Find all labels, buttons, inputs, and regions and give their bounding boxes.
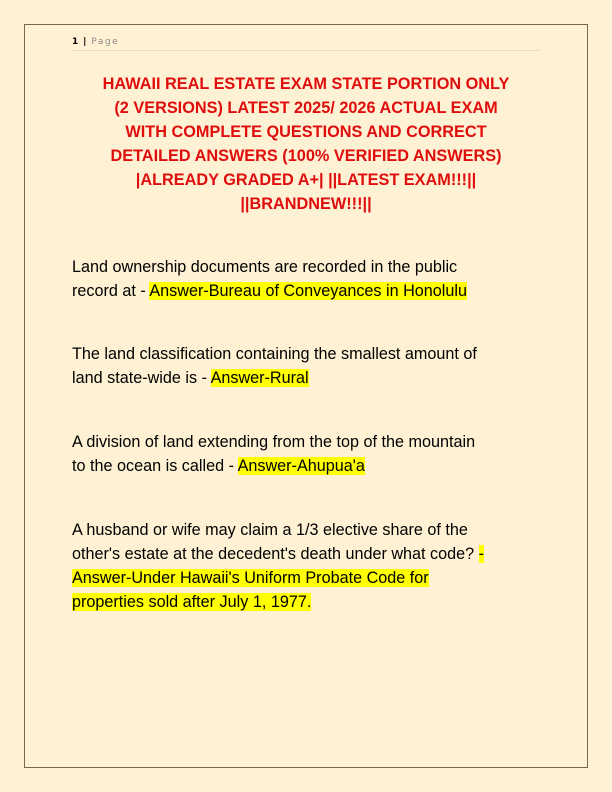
question-text: land state-wide is - [72, 369, 211, 387]
title-line: (2 VERSIONS) LATEST 2025/ 2026 ACTUAL EXAM [114, 99, 498, 117]
answer-highlight: Answer-Ahupua'a [237, 457, 365, 475]
question-text: Land ownership documents are recorded in the public [72, 258, 458, 276]
answer-highlight: Answer-Rural [210, 369, 309, 387]
question-block [72, 255, 552, 303]
answer-highlight: Answer-Under Hawaii's Uniform Probate Code for [72, 569, 429, 587]
title-line: HAWAII REAL ESTATE EXAM STATE PORTION ONLY [102, 75, 510, 93]
question-block [72, 430, 552, 478]
answer-highlight: properties sold after July 1, 1977. [72, 593, 312, 611]
question-text: record at - [72, 282, 150, 300]
title-line: ||BRANDNEW!!!|| [240, 195, 372, 213]
header-separator: | [83, 37, 87, 47]
answer-highlight: Answer-Bureau of Conveyances in Honolulu [149, 282, 468, 300]
answer-dash: - [478, 545, 485, 563]
question-block [72, 342, 552, 390]
page-number: 1 [72, 37, 79, 47]
question-text: to the ocean is called - [72, 457, 238, 475]
question-text: A division of land extending from the top of the mountain [72, 433, 476, 451]
title-line: WITH COMPLETE QUESTIONS AND CORRECT [125, 123, 487, 141]
question-block [72, 518, 552, 614]
title-line: DETAILED ANSWERS (100% VERIFIED ANSWERS) [110, 147, 502, 165]
title-line: |ALREADY GRADED A+| ||LATEST EXAM!!!|| [135, 171, 477, 189]
page-header [72, 36, 540, 51]
question-text: A husband or wife may claim a 1/3 elective share of the [72, 521, 468, 539]
document-title [72, 72, 540, 216]
page-label: Page [91, 37, 120, 47]
question-text: other's estate at the decedent's death under what code? [72, 545, 479, 563]
question-text: The land classification containing the smallest amount of [72, 345, 477, 363]
